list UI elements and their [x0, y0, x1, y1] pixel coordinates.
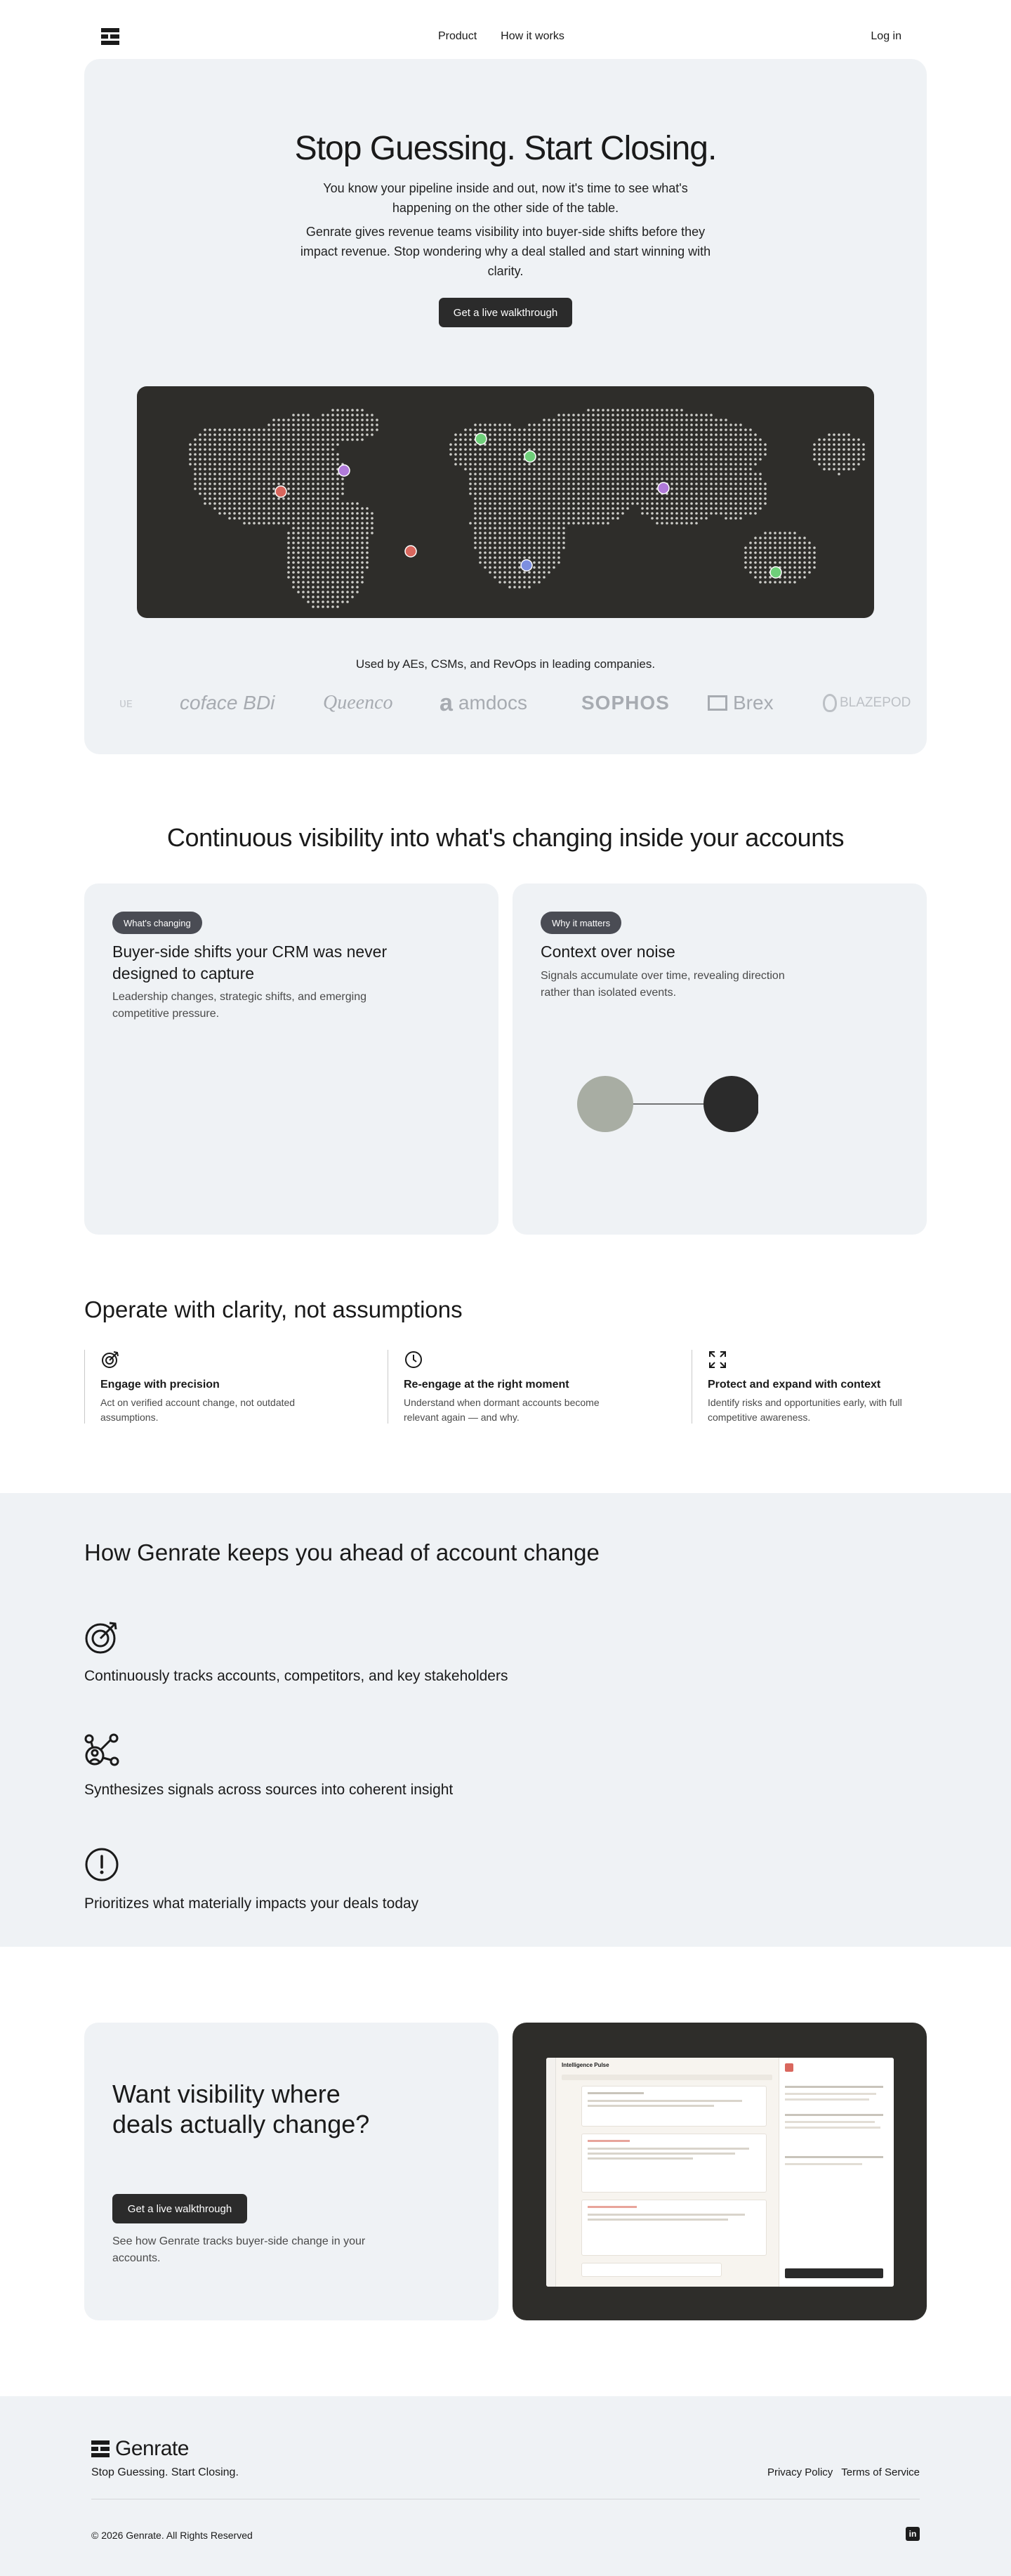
hero-section [84, 59, 927, 754]
nav-link-how-it-works[interactable]: How it works [501, 30, 564, 42]
how-item-tracks-text: Continuously tracks accounts, competitors, and key stakeholders [84, 1668, 508, 1684]
map-pin [405, 546, 416, 557]
blazepod-mark-icon [823, 694, 837, 712]
logo-sophos: SOPHOS [581, 692, 670, 714]
logo-amdocs-text: amdocs [458, 692, 527, 714]
feature-reengage-title: Re-engage at the right moment [404, 1379, 569, 1391]
used-by-text: Used by AEs, CSMs, and RevOps in leading companies. [355, 657, 656, 671]
how-it-works-section [0, 1493, 1011, 1947]
logo-blazepod [823, 685, 911, 721]
logo-queenco: Queenco [323, 692, 393, 714]
app-preview [546, 2058, 894, 2287]
linkedin-icon[interactable]: in [906, 2527, 920, 2541]
app-input [581, 2263, 722, 2277]
why-it-matters-body: Signals accumulate over time, revealing direction rather than isolated events. [541, 970, 785, 999]
network-icon [84, 1733, 119, 1768]
app-toolbar [562, 2075, 772, 2080]
brex-mark-icon [708, 695, 727, 711]
app-title: Intelligence Pulse [562, 2062, 609, 2068]
map-pin [770, 567, 781, 578]
map-pin [338, 465, 350, 476]
whats-changing-body: Leadership changes, strategic shifts, and emerging competitive pressure. [112, 991, 366, 1020]
cta-title: Want visibility where deals actually change? [112, 2079, 370, 2138]
logo-amdocs [440, 685, 527, 721]
footer-copyright: © 2026 Genrate. All Rights Reserved [91, 2530, 253, 2541]
world-map-dots [137, 386, 874, 618]
feature-engage-title: Engage with precision [100, 1379, 220, 1391]
clarity-title: Operate with clarity, not assumptions [84, 1296, 463, 1322]
how-title: How Genrate keeps you ahead of account change [84, 1539, 600, 1565]
how-item-tracks [84, 1619, 508, 1685]
target-icon [100, 1350, 120, 1369]
app-feed [556, 2058, 779, 2287]
footer [0, 2396, 1011, 2576]
map-pin [524, 451, 536, 462]
map-pin [521, 560, 532, 571]
app-sidebar [546, 2058, 556, 2287]
feature-reengage-body: Understand when dormant accounts become relevant again — and why. [404, 1397, 600, 1423]
why-it-matters-card [513, 883, 927, 1235]
feature-engage [84, 1350, 355, 1424]
expand-icon [708, 1350, 727, 1369]
map-pin [658, 482, 669, 494]
why-it-matters-pill: Why it matters [541, 912, 621, 934]
logo-coface: coface BDi [180, 692, 275, 714]
whats-changing-heading: Buyer-side shifts your CRM was never designed to capture [112, 942, 388, 983]
hero-subtitle-2: Genrate gives revenue teams visibility into buyer-side shifts before they impact revenue. Stop wondering why a deal stalled and start winning with clarity. [300, 225, 711, 278]
visibility-title: Continuous visibility into what's changing inside your accounts [166, 823, 845, 852]
map-pin [475, 433, 487, 445]
terms-of-service-link[interactable]: Terms of Service [841, 2466, 920, 2478]
feature-protect [692, 1350, 962, 1424]
nav-links [438, 30, 564, 43]
app-detail-panel [779, 2058, 894, 2287]
customer-logos [84, 685, 927, 721]
why-it-matters-heading: Context over noise [541, 942, 675, 961]
logo-blazepod-text: BLAZEPOD [840, 695, 911, 710]
hero-subtitle-1: You know your pipeline inside and out, now it's time to see what's happening on the other side of the table. [323, 181, 688, 215]
footer-brand: Genrate [115, 2437, 189, 2460]
whats-changing-pill: What's changing [112, 912, 202, 934]
clock-icon [404, 1350, 423, 1369]
whats-changing-card [84, 883, 498, 1235]
how-item-prioritizes [84, 1847, 418, 1912]
how-item-prioritizes-text: Prioritizes what materially impacts your deals today [84, 1895, 419, 1912]
cta-card [84, 2023, 498, 2320]
radar-icon [84, 1619, 119, 1655]
amdocs-mark-icon: a [440, 689, 453, 716]
genrate-logo-icon [91, 2440, 110, 2457]
how-item-synthesizes [84, 1733, 453, 1799]
logo-partial: ᴜᴇ [119, 695, 133, 710]
footer-tagline: Stop Guessing. Start Closing. [91, 2466, 239, 2478]
map-pin [275, 486, 286, 497]
login-link[interactable]: Log in [871, 30, 901, 42]
footer-links [767, 2466, 920, 2478]
nav-link-product[interactable]: Product [438, 30, 477, 42]
cta-walkthrough-button[interactable]: Get a live walkthrough [112, 2194, 247, 2223]
logo-brex-text: Brex [733, 692, 774, 714]
genrate-logo-icon[interactable] [101, 28, 119, 45]
feature-reengage [388, 1350, 658, 1424]
how-item-synthesizes-text: Synthesizes signals across sources into coherent insight [84, 1782, 454, 1798]
app-feed-card [581, 2134, 767, 2193]
app-feed-card [581, 2200, 767, 2256]
feature-protect-body: Identify risks and opportunities early, with full competitive awareness. [708, 1397, 902, 1423]
signal-connection-graphic [576, 1075, 758, 1133]
hero-title: Stop Guessing. Start Closing. [294, 130, 717, 167]
cta-body: See how Genrate tracks buyer-side change in your accounts. [112, 2235, 366, 2264]
product-screenshot-card [513, 2023, 927, 2320]
world-map [137, 386, 874, 618]
feature-engage-body: Act on verified account change, not outdated assumptions. [100, 1397, 296, 1423]
privacy-policy-link[interactable]: Privacy Policy [767, 2466, 833, 2478]
feature-protect-title: Protect and expand with context [708, 1379, 881, 1391]
footer-logo[interactable] [91, 2437, 189, 2461]
app-feed-card [581, 2086, 767, 2127]
alert-icon [84, 1847, 119, 1882]
logo-brex [708, 685, 774, 721]
hero-cta-button[interactable]: Get a live walkthrough [439, 298, 572, 327]
